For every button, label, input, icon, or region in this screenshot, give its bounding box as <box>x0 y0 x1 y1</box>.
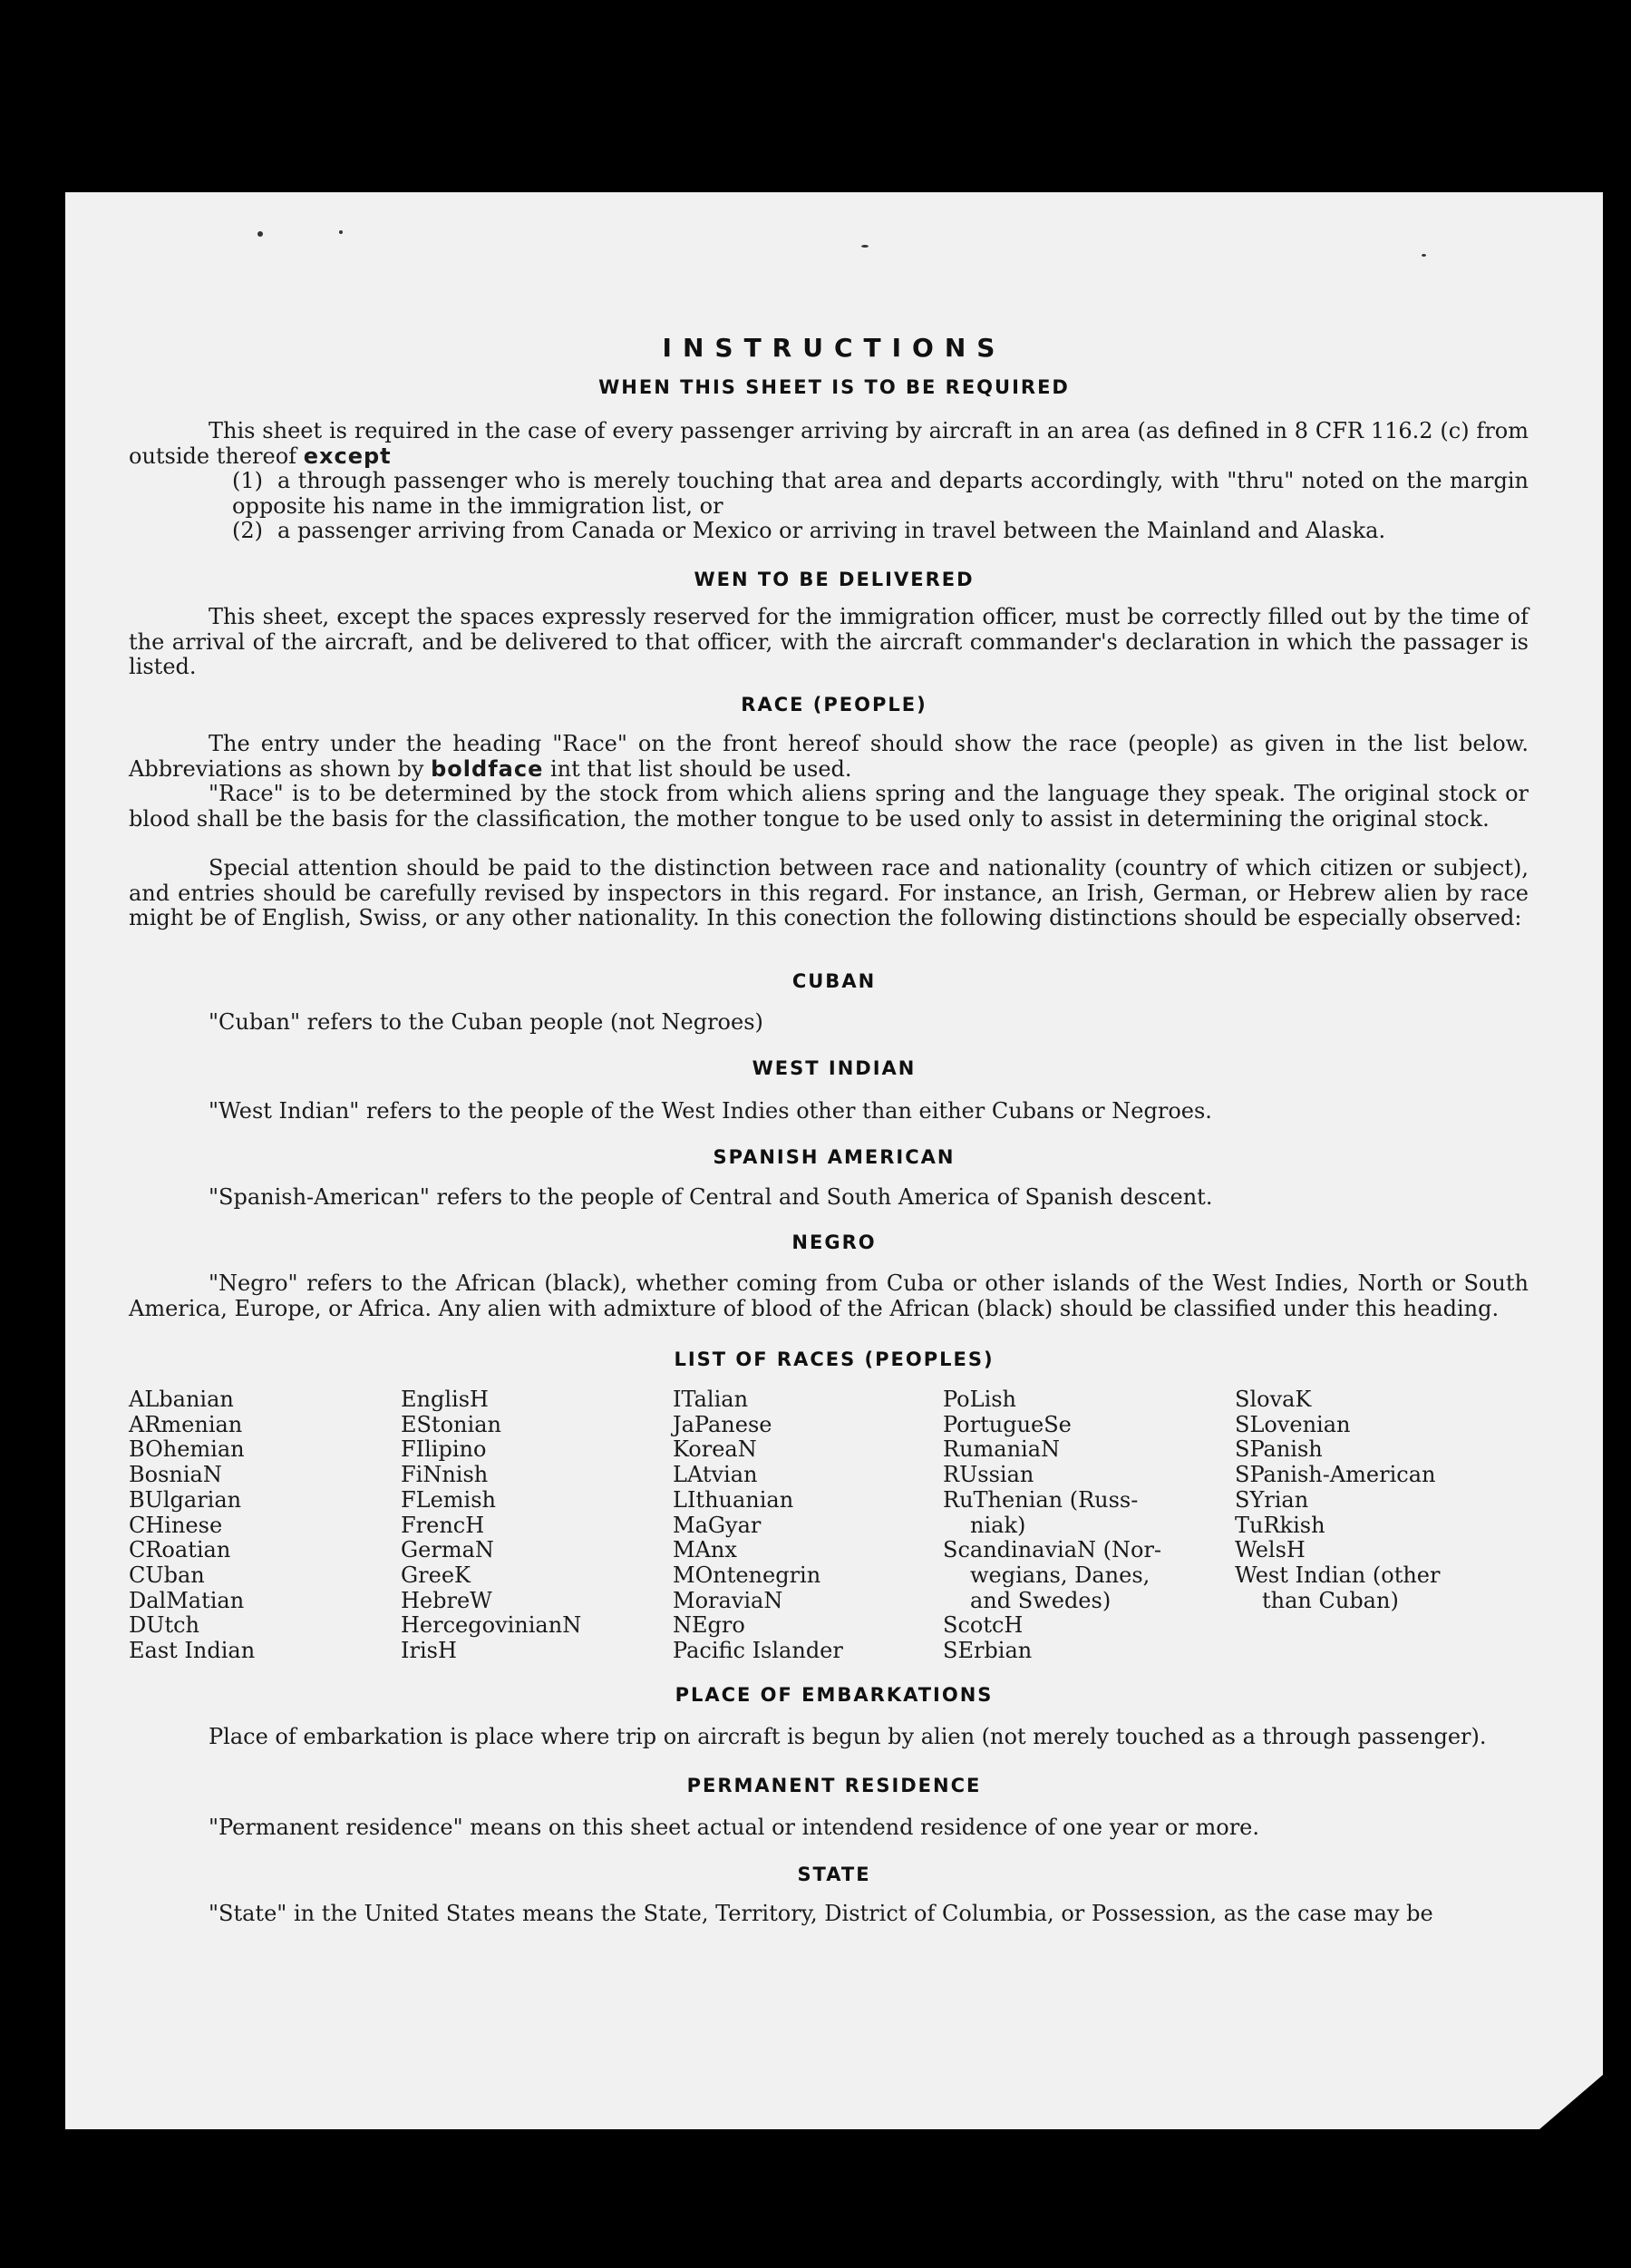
race-entry: SErbian <box>943 1638 1033 1664</box>
race-entry: RumaniaN <box>943 1436 1061 1463</box>
race-entry: SlovaK <box>1235 1387 1312 1412</box>
race-entry: RuThenian (Russ- <box>943 1486 1139 1513</box>
race-entry: MaGyar <box>673 1512 762 1538</box>
exception-item-number: (2) <box>232 518 263 543</box>
race-entry: JaPanese <box>673 1411 772 1437</box>
heading-west-indian: WEST INDIAN <box>752 1057 917 1079</box>
scan-speck <box>1422 254 1426 257</box>
race-entry: EnglisH <box>401 1387 489 1412</box>
heading-state: STATE <box>797 1864 871 1885</box>
race-entry: EStonian <box>401 1411 501 1437</box>
races-column-1 <box>129 1387 255 1664</box>
heading-when-required: WHEN THIS SHEET IS TO BE REQUIRED <box>598 376 1070 398</box>
race-entry: SPanish-American <box>1235 1462 1436 1488</box>
delivered-paragraph: This sheet, except the spaces expressly reserved for the immigration officer, must be correctly filled out by the time of the arrival of the aircraft, and be delivered to that officer, with the aircraft commander's declaration in which the passager is listed. <box>129 604 1529 679</box>
race-entry: GermaN <box>401 1537 494 1563</box>
race-entry: ScotcH <box>943 1612 1024 1639</box>
exception-item-number: (1) <box>232 468 263 493</box>
race-p1-text-after: int that list should be used. <box>549 755 852 782</box>
race-entry: FLemish <box>401 1486 496 1513</box>
race-entry-continuation: and Swedes) <box>970 1587 1112 1613</box>
exception-item-2 <box>232 519 1529 544</box>
race-entry: CUban <box>129 1562 205 1588</box>
cuban-paragraph: "Cuban" refers to the Cuban people (not Negroes) <box>209 1009 763 1035</box>
race-entry: FIlipino <box>401 1436 487 1463</box>
race-entry-continuation: niak) <box>970 1512 1026 1538</box>
race-entry: PortugueSe <box>943 1411 1072 1437</box>
race-entry: ScandinaviaN (Nor- <box>943 1537 1162 1563</box>
required-intro <box>129 419 1529 469</box>
scan-speck <box>339 230 343 234</box>
races-column-4 <box>943 1387 1161 1664</box>
document-page <box>65 192 1603 2129</box>
race-entry-continuation: than Cuban) <box>1262 1587 1399 1613</box>
races-column-3 <box>673 1387 843 1664</box>
permanent-residence-paragraph: "Permanent residence" means on this sheet actual or intendend residence of one year or more. <box>209 1815 1259 1840</box>
except-word: except <box>303 443 392 469</box>
race-entry: CHinese <box>129 1512 223 1538</box>
race-entry: LAtvian <box>673 1462 758 1488</box>
race-entry: CRoatian <box>129 1537 231 1563</box>
race-entry: FrencH <box>401 1512 485 1538</box>
scan-speck <box>257 231 263 237</box>
race-entry: KoreaN <box>673 1436 757 1463</box>
required-intro-text: This sheet is required in the case of every passenger arriving by aircraft in an area (as defined in 8 CFR 116.2 (c) from outside thereof <box>129 418 1529 469</box>
race-entry-continuation: wegians, Danes, <box>970 1562 1150 1588</box>
race-paragraph-1 <box>129 732 1529 782</box>
boldface-word: boldface <box>431 755 544 782</box>
west-indian-paragraph: "West Indian" refers to the people of the West Indies other than either Cubans or Negroes. <box>209 1098 1212 1124</box>
race-p1-text: The entry under the heading "Race" on the front hereof should show the race (people) as given in the list below. Abbreviations as shown by <box>129 731 1529 782</box>
race-entry: BosniaN <box>129 1462 222 1488</box>
races-column-2 <box>401 1387 581 1664</box>
heading-permanent-residence: PERMANENT RESIDENCE <box>686 1775 982 1796</box>
race-entry: HercegovinianN <box>401 1612 582 1639</box>
race-entry: GreeK <box>401 1562 471 1588</box>
race-entry: FiNnish <box>401 1462 489 1488</box>
race-entry: ALbanian <box>129 1387 234 1412</box>
spanish-american-paragraph: "Spanish-American" refers to the people of Central and South America of Spanish descent. <box>209 1184 1213 1210</box>
race-entry: HebreW <box>401 1587 492 1613</box>
race-entry: SPanish <box>1235 1436 1323 1463</box>
race-entry: BOhemian <box>129 1436 245 1463</box>
race-entry: LIthuanian <box>673 1486 794 1513</box>
race-entry: NEgro <box>673 1612 745 1639</box>
race-entry: PoLish <box>943 1387 1017 1412</box>
negro-paragraph: "Negro" refers to the African (black), whether coming from Cuba or other islands of the West Indies, North or South America, Europe, or Africa. Any alien with admixture of blood of the African (black) should be classified under this heading. <box>129 1270 1529 1321</box>
race-entry: RUssian <box>943 1462 1034 1488</box>
race-entry: MAnx <box>673 1537 737 1563</box>
race-entry: ITalian <box>673 1387 749 1412</box>
race-entry: IrisH <box>401 1638 457 1664</box>
exception-item-text: a passenger arriving from Canada or Mexico or arriving in travel between the Mainland and Alaska. <box>277 518 1386 543</box>
race-entry: TuRkish <box>1235 1512 1325 1538</box>
race-paragraph-2: "Race" is to be determined by the stock from which aliens spring and the language they speak. The original stock or blood shall be the basis for the classification, the mother tongue to be used only to assist in determining the original stock. <box>129 781 1529 832</box>
heading-spanish-american: SPANISH AMERICAN <box>713 1146 956 1168</box>
exception-item-text: a through passenger who is merely touching that area and departs accordingly, with "thru" noted on the margin opposite his name in the immigration list, or <box>232 468 1529 519</box>
race-entry: WelsH <box>1235 1537 1306 1563</box>
race-entry: BUlgarian <box>129 1486 242 1513</box>
races-column-5 <box>1235 1387 1440 1613</box>
race-entry: West Indian (other <box>1235 1562 1441 1588</box>
heading-race: RACE (PEOPLE) <box>741 694 927 715</box>
race-entry: ARmenian <box>129 1411 243 1437</box>
race-entry: Pacific Islander <box>673 1638 843 1664</box>
exception-item-1 <box>232 469 1529 519</box>
heading-cuban: CUBAN <box>791 970 877 992</box>
embarkation-paragraph: Place of embarkation is place where trip on aircraft is begun by alien (not merely touched as a through passenger). <box>209 1724 1487 1749</box>
race-entry: East Indian <box>129 1638 256 1664</box>
race-entry: MOntenegrin <box>673 1562 821 1588</box>
race-entry: MoraviaN <box>673 1587 783 1613</box>
heading-negro: NEGRO <box>791 1231 877 1253</box>
race-entry: SYrian <box>1235 1486 1309 1513</box>
heading-embarkation: PLACE OF EMBARKATIONS <box>675 1684 994 1706</box>
race-entry: SLovenian <box>1235 1411 1351 1437</box>
race-entry: DalMatian <box>129 1587 245 1613</box>
race-entry: DUtch <box>129 1612 200 1639</box>
state-paragraph: "State" in the United States means the State, Territory, District of Columbia, or Possession, as the case may be <box>209 1901 1433 1926</box>
race-paragraph-3: Special attention should be paid to the distinction between race and nationality (country of which citizen or subject), and entries should be carefully revised by inspectors in this regard. For instance, an Irish, German, or Hebrew alien by race might be of English, Swiss, or any other nationality. In this conection the following distinctions should be especially observed: <box>129 855 1529 930</box>
heading-when-delivered: WEN TO BE DELIVERED <box>694 569 975 590</box>
heading-list-of-races: LIST OF RACES (PEOPLES) <box>674 1348 995 1370</box>
races-list <box>129 1387 1543 1678</box>
instructions-title: INSTRUCTIONS <box>662 333 1006 363</box>
scan-speck <box>861 245 869 248</box>
